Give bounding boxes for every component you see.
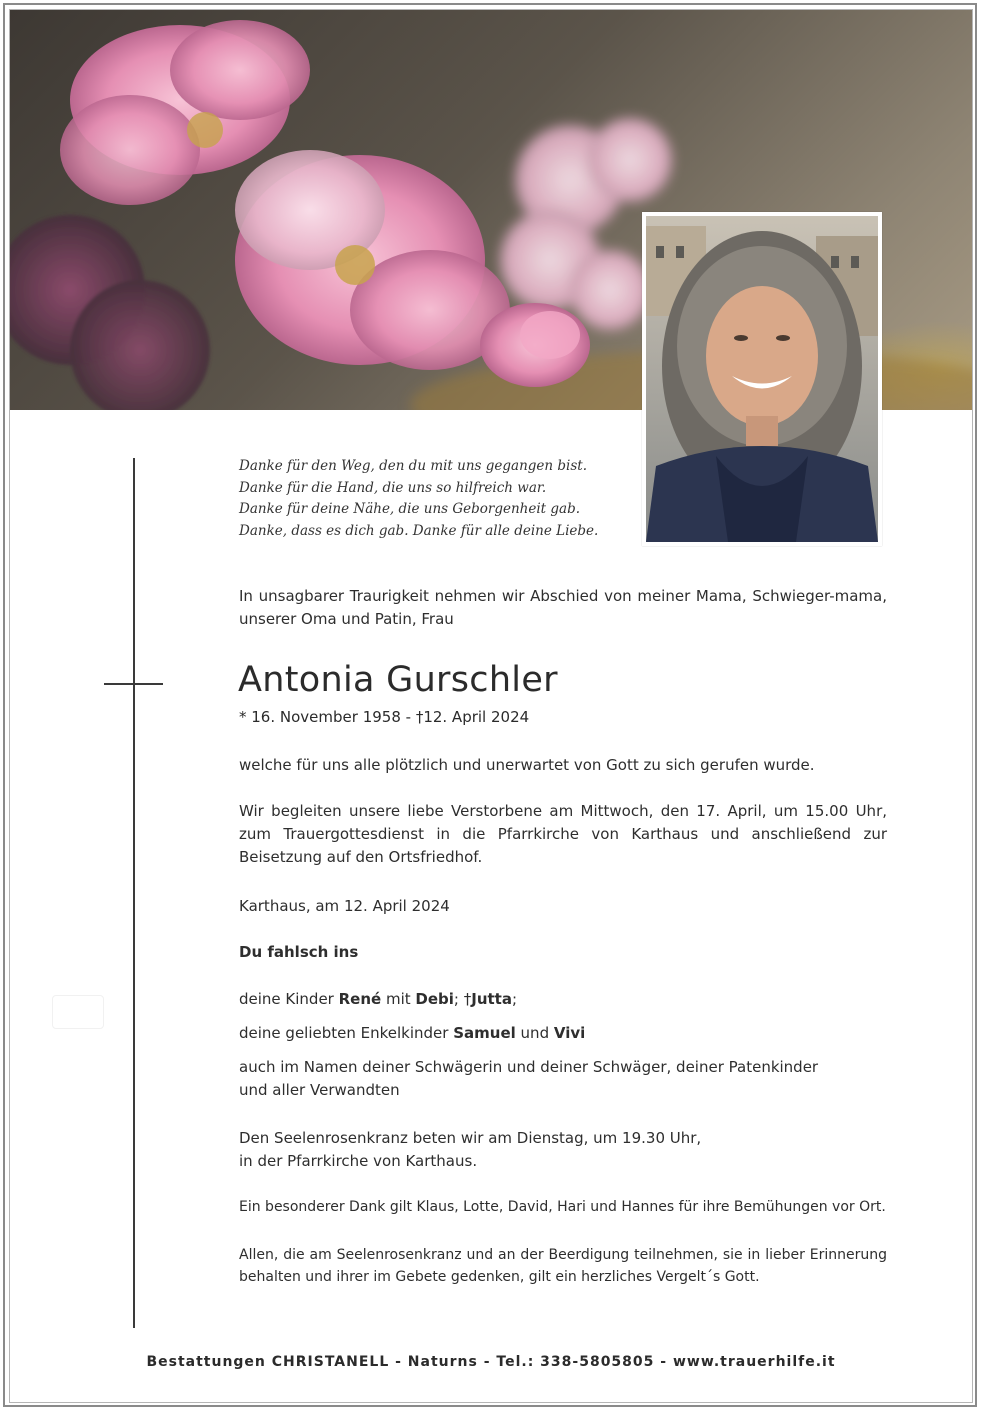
grandchildren-mid: und (515, 1024, 554, 1042)
grandchildren-line (239, 1022, 887, 1045)
children-sep: ; † (453, 990, 472, 1008)
life-dates: * 16. November 1958 - †12. April 2024 (239, 708, 530, 726)
relatives-line-1: auch im Namen deiner Schwägerin und deiner Schwäger, deiner Patenkinder (239, 1058, 819, 1076)
cross-horizontal-bar (104, 683, 163, 685)
grandchild-name-samuel: Samuel (453, 1024, 516, 1042)
place-date: Karthaus, am 12. April 2024 (239, 897, 450, 915)
called-text: welche für uns alle plötzlich und unerwartet von Gott zu sich gerufen wurde. (239, 756, 815, 774)
faint-placeholder-box (52, 995, 104, 1029)
children-mid: mit (381, 990, 416, 1008)
poem-line: Danke, dass es dich gab. Danke für alle deine Liebe. (239, 522, 599, 539)
intro-text: In unsagbarer Traurigkeit nehmen wir Abschied von meiner Mama, Schwieger-mama, unserer Oma und Patin, Frau (239, 587, 887, 628)
portrait-illustration (646, 216, 878, 542)
funeral-text: Wir begleiten unsere liebe Verstorbene am Mittwoch, den 17. April, um 15.00 Uhr, zum Trauergottesdienst in die Pfarrkirche von Karthaus und anschließend zur Beisetzung auf den Ortsfriedhof. (239, 802, 887, 866)
footer-funeral-home: Bestattungen CHRISTANELL - Naturns - Tel.: 338-5805805 - www.trauerhilfe.it (146, 1354, 836, 1370)
rosary-line-1: Den Seelenrosenkranz beten wir am Dienstag, um 19.30 Uhr, (239, 1129, 702, 1147)
thanks-text-2: Allen, die am Seelenrosenkranz und an der Beerdigung teilnehmen, sie in lieber Erinnerung behalten und ihrer im Gebete gedenken, gilt ein herzliches Vergelt´s Gott. (239, 1247, 887, 1285)
relatives-line-2: und aller Verwandten (239, 1081, 400, 1099)
rosary-line-2: in der Pfarrkirche von Karthaus. (239, 1152, 478, 1170)
child-name-debi: Debi (415, 990, 454, 1008)
portrait-photo (642, 212, 882, 546)
cross-vertical-bar (133, 458, 135, 1328)
children-prefix: deine Kinder (239, 990, 339, 1008)
poem-line: Danke für deine Nähe, die uns Geborgenheit gab. (239, 501, 581, 517)
deceased-name: Antonia Gurschler (238, 660, 558, 700)
dialect-line (239, 941, 887, 964)
children-end: ; (511, 990, 518, 1008)
child-name-jutta: Jutta (471, 990, 512, 1008)
poem-line: Danke für die Hand, die uns so hilfreich war. (239, 479, 547, 496)
children-line (239, 988, 887, 1011)
thanks-text-1: Ein besonderer Dank gilt Klaus, Lotte, David, Hari und Hannes für ihre Bemühungen vor Ort. (239, 1199, 886, 1215)
poem-line: Danke für den Weg, den du mit uns gegangen bist. (239, 458, 587, 474)
grandchildren-prefix: deine geliebten Enkelkinder (239, 1024, 454, 1042)
poem (239, 456, 639, 542)
dialect-line-text: Du fahlsch ins (239, 943, 359, 961)
grandchild-name-vivi: Vivi (553, 1024, 586, 1042)
child-name-rene: René (338, 990, 382, 1008)
